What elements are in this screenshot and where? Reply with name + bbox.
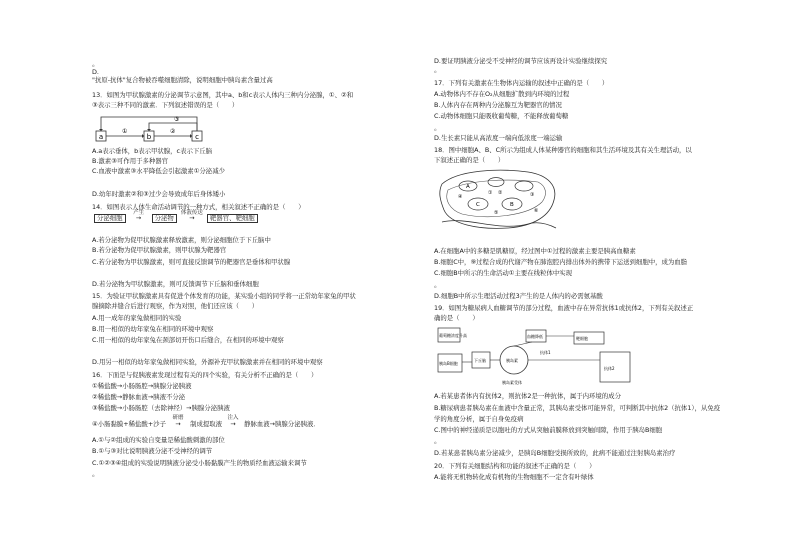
- experiment-2: ②稀盐酸→静脉血液→胰液不分泌: [92, 393, 186, 401]
- text-line: "抗原-抗体"复合物被吞噬细胞清除，说明细胞中胰岛素含量过高: [92, 76, 273, 84]
- text-line: 。: [92, 60, 99, 68]
- cell-a-label: A: [466, 184, 470, 190]
- hormone-regulation-diagram: [94, 111, 210, 145]
- option-a: A.能将无机物转化成有机物的生物细胞不一定含有叶绿体: [434, 473, 594, 481]
- option-b: B.①与③对比说明胰液分泌不受神经的调节: [92, 447, 213, 455]
- cell-c-label: C: [476, 202, 480, 208]
- target-box: 靶器官、靶细胞: [207, 214, 258, 223]
- option-b: B.细胞C中，⑨过程合成的代谢产物在肺泡腔内排出体外的携带下运送到细胞中，成为血脂: [434, 258, 688, 266]
- beta-cell-label: 胰岛B细胞: [439, 361, 458, 366]
- hypothalamus-label: 下丘脑: [474, 358, 486, 363]
- process-3-label: ③: [530, 192, 535, 198]
- option-a: A.用一成年的家兔做相同的实验: [92, 314, 182, 322]
- text-line: 。: [92, 470, 99, 478]
- antibody-2-label: 抗体2: [604, 366, 615, 371]
- option-c: C.若分泌物为甲状腺激素，则可直接反馈调节的靶器官是垂体和甲状腺: [92, 258, 291, 266]
- option-c: C.血液中激素③水平降低会引起激素①分泌减少: [92, 167, 225, 175]
- antibody-1-label: 抗体1: [540, 350, 551, 355]
- text-line: 。: [434, 66, 441, 74]
- hormone-2-label: ②: [170, 128, 176, 135]
- transport-arrow: 体液传送 →: [180, 210, 203, 222]
- option-b: B.人体内存在两种内分泌腺互为靶器官的情况: [434, 101, 562, 109]
- option-b-cont: 学的角度分析，属于自身免疫病: [434, 415, 524, 423]
- question-15-stem: 15．为验证甲状腺激素具有促进个体发育的功能，某实验小组的同学将一正常幼年家兔的甲状: [92, 292, 356, 300]
- gland-a-label: a: [98, 133, 104, 141]
- glucose-rise-label: 葡萄糖浓度升高: [439, 333, 467, 338]
- process-5-label: ⑤: [494, 210, 499, 216]
- question-16-stem: 16．下面是与促胰液素发现过程有关的四个实验，有关分析不正确的是（ ）: [92, 371, 318, 379]
- experiment-1: ①稀盐酸→小肠肠腔→胰腺分泌胰液: [92, 382, 192, 390]
- secretory-cell-box: 分泌细胞: [94, 214, 126, 223]
- option-a: A.若分泌物为促甲状腺激素释放激素，则分泌细胞位于下丘脑中: [92, 236, 271, 244]
- experiment-4: ④小肠黏膜+稀盐酸+沙子 研磨 → 制成提取液 注入 → 静脉血液→胰腺分泌胰液．: [92, 415, 320, 428]
- option-a: A.若某患者体内有抗体2，则抗体2是一种抗体，属于内环境的成分: [434, 392, 621, 400]
- process-1-label: ①: [488, 190, 493, 196]
- question-19-stem: 19．如图为糖尿病人血糖调节的部分过程，血液中存在异常抗体1或抗体2，下列有关叙述正: [434, 304, 694, 312]
- option-d: D.幼年时激素②和③过少会导致成年后身体矮小: [92, 190, 226, 198]
- insulin-receptor-label: 胰岛素受体: [502, 380, 522, 385]
- option-c: C.细胞B中所示的生命活动①主要在线粒体中实现: [434, 269, 573, 277]
- glucose-drop-label: 血糖降低: [527, 334, 543, 339]
- option-c: C.图中的神经递质是以胞吐的方式从突触前膜释放到突触间隙，作用于胰岛B细胞: [434, 426, 663, 434]
- process-2-label: ②: [498, 190, 503, 196]
- question-18-stem: 18．图中细胞A、B、C所示为组成人体某种器官的细胞和其生活环境及其有关生理活动，以: [434, 146, 692, 154]
- question-13-stem: 13．如图为甲状腺激素的分泌调节示意图，其中a、b和c表示人体内三种内分泌腺，①、②和: [92, 91, 354, 99]
- option-b: B.激素③可作用于多种器官: [92, 157, 169, 165]
- secretion-box: 分泌物: [152, 214, 177, 223]
- gland-b-label: b: [146, 133, 152, 141]
- question-14-stem: 14．如图表示人体生命活动调节的一种方式，相关叙述不正确的是（ ）: [92, 203, 305, 211]
- option-d: D.若分泌物为甲状腺激素，则可反馈调节下丘脑和垂体细胞: [92, 280, 259, 288]
- process-4-label: ④: [458, 194, 463, 200]
- option-a: A.a表示垂体，b表示甲状腺，c表示下丘脑: [92, 147, 213, 155]
- option-d: D.细胞B中所示生理活动过程3产生的是人体内的必需氨基酸: [434, 292, 603, 300]
- option-c: C.动物体细胞只能吸收葡萄糖，不能释放葡萄糖: [434, 112, 569, 120]
- question-17-stem: 17．下列有关激素在生物体内运输的叙述中正确的是（ ）: [434, 79, 609, 87]
- option-a: A.动物体内不存在O₂从细胞扩散到内环境的过程: [434, 90, 570, 98]
- option-d: D.要证明胰液分泌受不受神经的调节应该再设计实验继续探究: [434, 57, 608, 65]
- option-d: D.用另一相似的幼年家兔做相同实验，外源补充甲状腺激素并在相同的环境中观察: [92, 358, 323, 366]
- option-b: B.糖尿病患者胰岛素在血液中含量正常，其胰岛素受体可能异常，可判断其中抗体2（抗体1），从免疫: [434, 404, 721, 412]
- option-c: C.①②③④组成的实验说明胰液分泌受小肠黏膜产生的物质经血液运输来调节: [92, 459, 307, 467]
- text-line: D.: [92, 68, 99, 76]
- insulin-label: 胰岛素: [506, 358, 518, 363]
- gland-c-label: c: [195, 133, 199, 141]
- option-d: D.生长素只能从高浓度一端向低浓度一端运输: [434, 134, 563, 142]
- produce-arrow: 产生 →: [133, 210, 145, 222]
- text-line: 。: [434, 437, 441, 445]
- tissue-cells-diagram: [438, 166, 562, 234]
- secretion-flow-diagram: [94, 210, 258, 223]
- text-line: 。: [434, 281, 441, 289]
- option-b: B.若分泌物为促甲状腺激素，则甲状腺为靶器官: [92, 246, 227, 254]
- option-c: C.用一相似的幼年家兔在颈部切开伤口后缝合，在相同的环境中观察: [92, 336, 284, 344]
- option-d: D.若某患者胰岛素分泌减少，是胰岛B细胞受损所致的，此病不能通过注射胰岛素治疗: [434, 449, 676, 457]
- hormone-3-label: ③: [174, 116, 180, 123]
- question-18-stem: 下叙述正确的是（ ）: [434, 156, 505, 164]
- option-a: A.①与②组成的实验自变量是稀盐酸刺激的部位: [92, 436, 225, 444]
- experiment-3: ③稀盐酸→小肠肠腔（去除神经）→胰腺分泌胰液: [92, 404, 230, 412]
- process-6-label: ⑥: [534, 208, 539, 214]
- question-20-stem: 20．下列有关细胞结构和功能的叙述不正确的是（ ）: [434, 462, 596, 470]
- question-15-stem: 腺摘除并缝合后进行观察，作为对照，他们还应该（ ）: [92, 302, 259, 310]
- text-line: 。: [434, 124, 441, 132]
- cell-b-label: B: [510, 202, 514, 208]
- option-b: B.用一相似的幼年家兔在相同的环境中观察: [92, 325, 214, 333]
- question-19-stem: 确的是（ ）: [434, 314, 479, 322]
- question-13-stem: ③表示三种不同的激素．下列叙述错误的是（ ）: [92, 101, 239, 109]
- blood-glucose-regulation-diagram: [436, 324, 632, 388]
- option-a: A.在细胞A中的多糖是肌糖原，经过图中①过程的激素主要是胰高血糖素: [434, 247, 636, 255]
- target-cell-label: 靶细胞: [576, 336, 588, 341]
- hormone-1-label: ①: [122, 128, 128, 135]
